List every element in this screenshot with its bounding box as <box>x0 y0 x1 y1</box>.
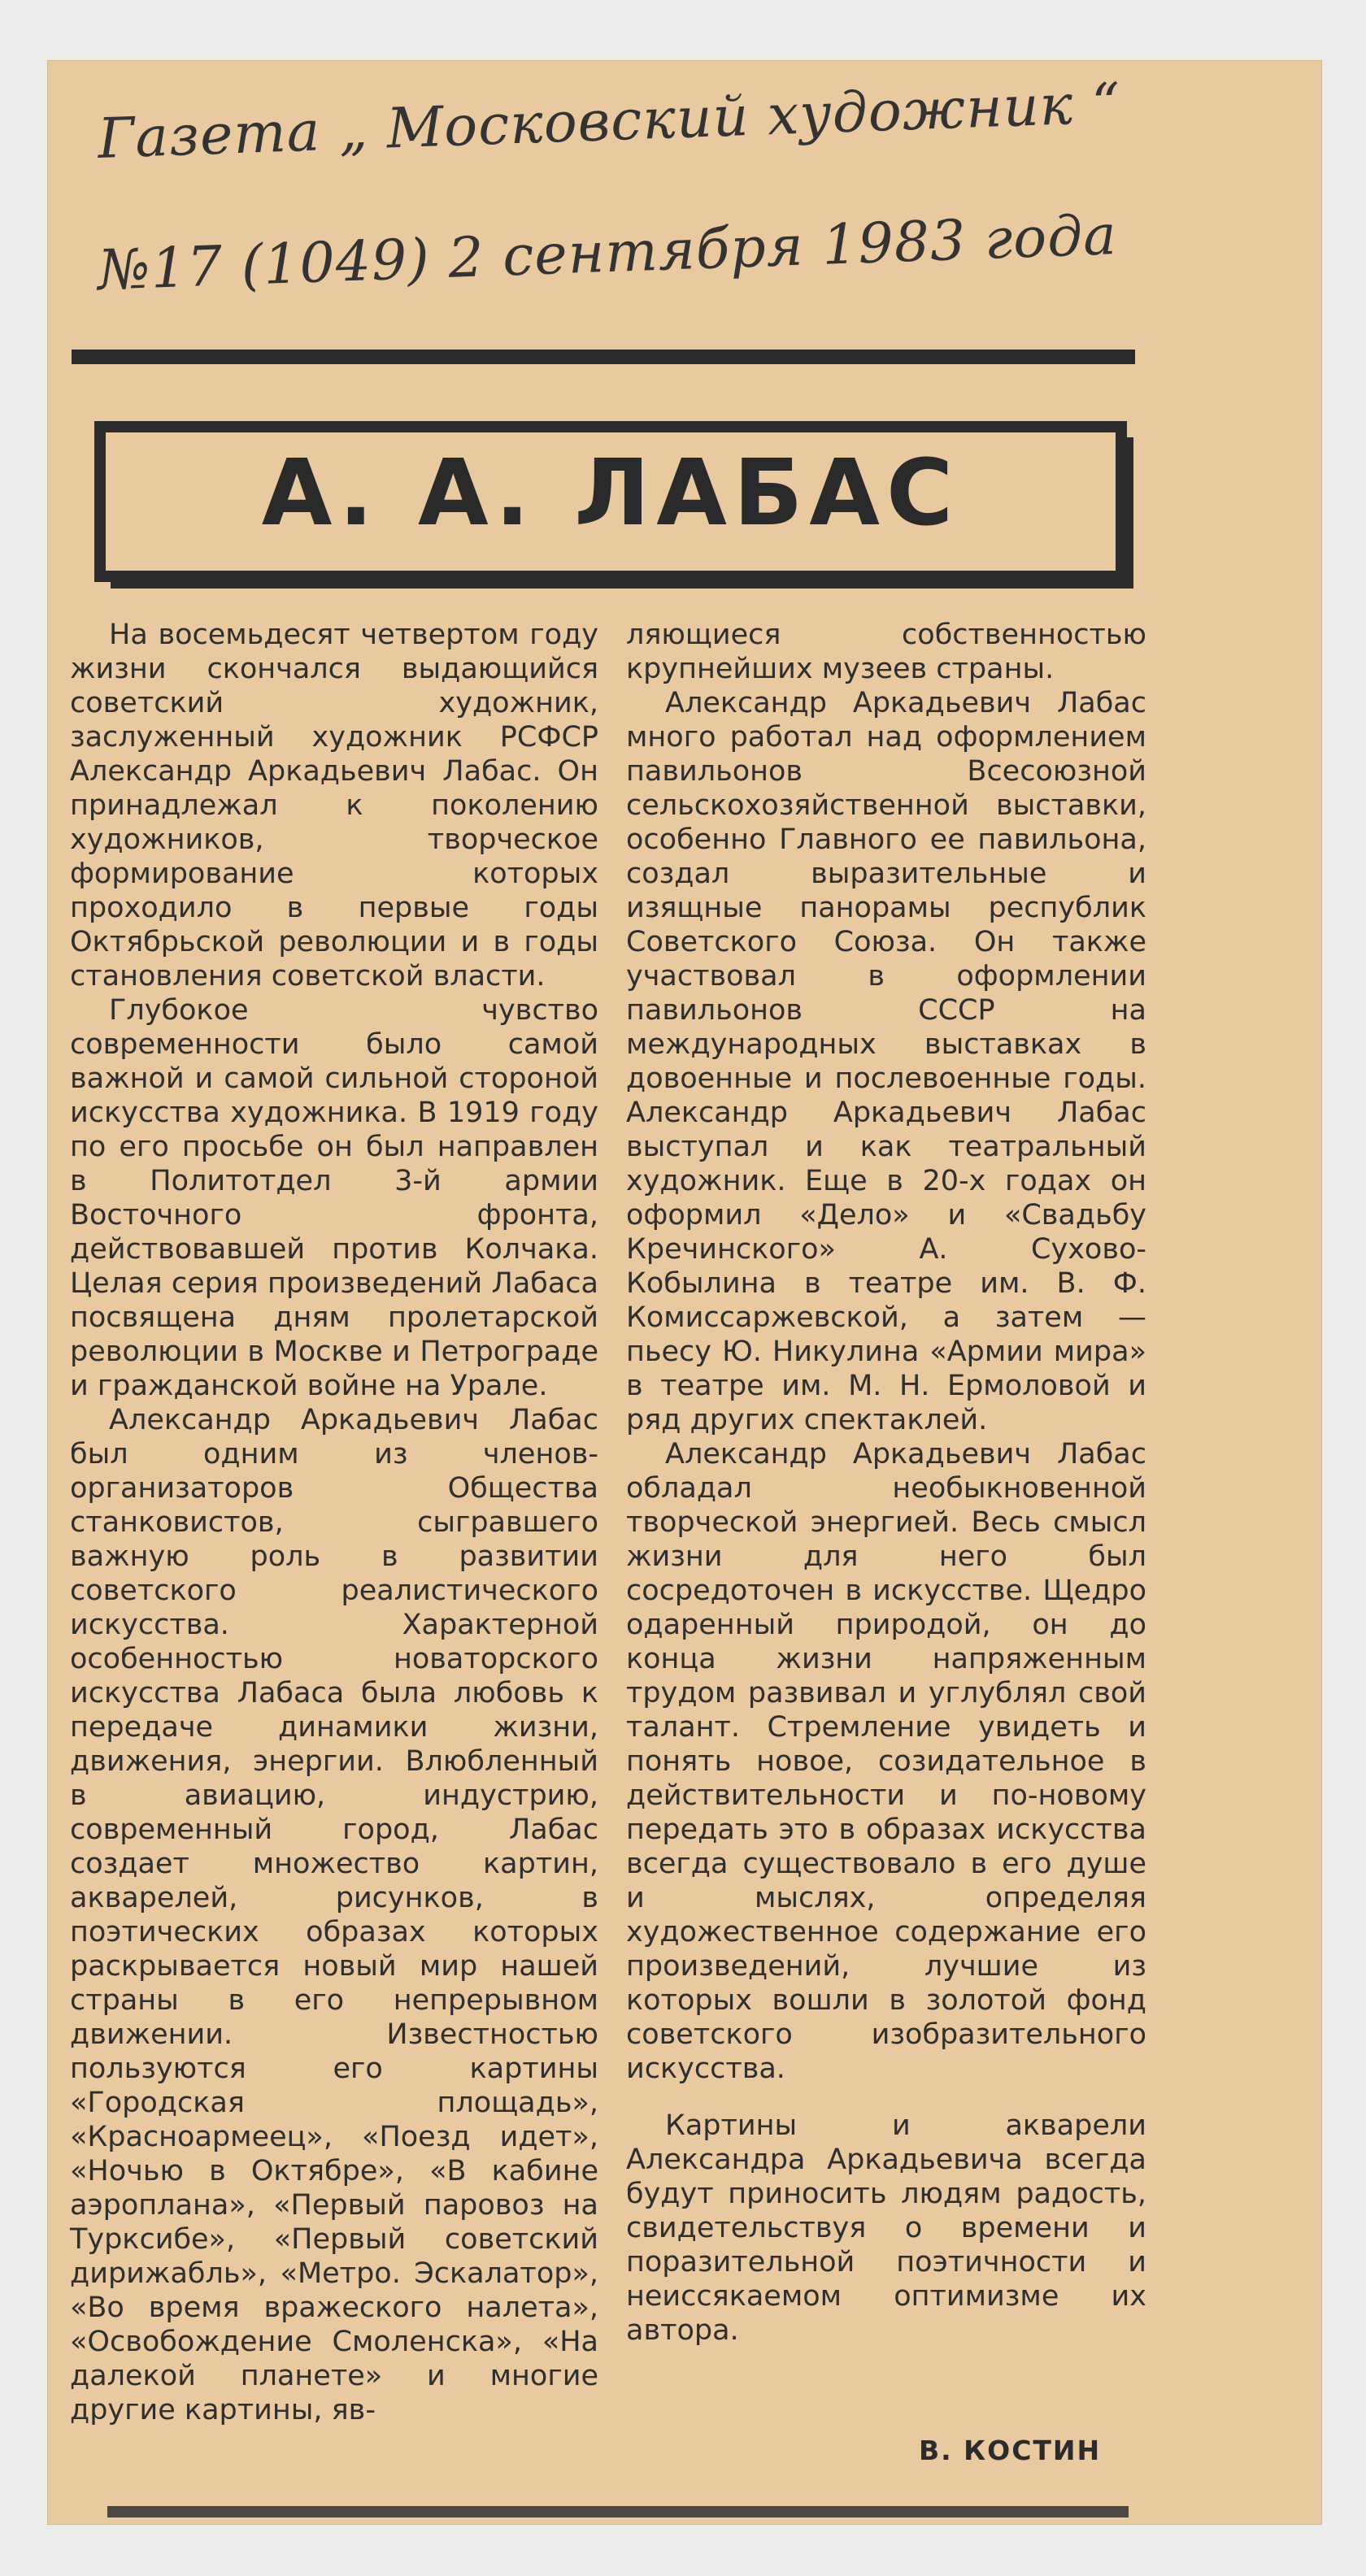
article-right-column <box>626 618 1146 2348</box>
article-left-column <box>70 618 598 2427</box>
top-divider <box>72 350 1135 364</box>
title-frame <box>94 421 1127 582</box>
article-paragraph: Александр Аркадьевич Лабас был одним из членов-организаторов Общества станковистов, сыгравшего важную роль в развитии советского реалистического искусства. Характерной особенностью новаторского искусства Лабаса была любовь к передаче динамики жизни, движения, энергии. Влюбленный в авиацию, индустрию, современный город, Лабас создает множество картин, акварелей, рисунков, в поэтических образах которых раскрывается новый мир нашей страны в его непрерывном движении. Известностью пользуются его картины «Городская площадь», «Красноармеец», «Поезд идет», «Ночью в Октябре», «В кабине аэроплана», «Первый паровоз на Турксибе», «Первый советский дирижабль», «Метро. Эскалатор», «Во время вражеского налета», «Освобождение Смоленска», «На далекой планете» и многие другие картины, яв- <box>70 1404 598 2426</box>
article-paragraph: ляющиеся собственностью крупнейших музеев страны. <box>626 619 1146 685</box>
article-author: В. КОСТИН <box>919 2435 1102 2466</box>
article-paragraph: Глубокое чувство современности было самой важной и самой сильной стороной искусства художника. В 1919 году по его просьбе он был направлен в Политотдел 3-й армии Восточного фронта, действовавшей против Колчака. Целая серия произведений Лабаса посвящена дням пролетарской революции в Москве и Петрограде и гражданской войне на Урале. <box>70 994 598 1402</box>
article-paragraph: На восемьдесят четвертом году жизни скончался выдающийся советский художник, заслуженный художник РСФСР Александр Аркадьевич Лабас. Он принадлежал к поколению художников, творческое формирование которых проходило в первые годы Октябрьской революции и в годы становления советской власти. <box>70 619 598 993</box>
handwritten-note-line-1: Газета „ Московский художник “ <box>97 72 1122 172</box>
bottom-divider <box>107 2506 1129 2517</box>
handwritten-note-line-2: №17 (1049) 2 сентября 1983 года <box>97 203 1119 303</box>
article-paragraph: Александр Аркадьевич Лабас много работал над оформлением павильонов Всесоюзной сельскохозяйственной выставки, особенно Главного ее павильона, создал выразительные и изящные панорамы республик Советского Союза. Он также участвовал в оформлении павильонов СССР на международных выставках в довоенные и послевоенные годы. Александр Аркадьевич Лабас выступал и как театральный художник. Еще в 20-х годах он оформил «Дело» и «Свадьбу Кречинского» А. Сухово-Кобылина в театре им. В. Ф. Комиссаржевской, а затем — пьесу Ю. Никулина «Армии мира» в театре им. М. Н. Ермоловой и ряд других спектаклей. <box>626 687 1146 1436</box>
article-paragraph: Александр Аркадьевич Лабас обладал необыкновенной творческой энергией. Весь смысл жизни для него был сосредоточен в искусстве. Щедро одаренный природой, он до конца жизни напряженным трудом развивал и углублял свой талант. Стремление увидеть и понять новое, созидательное в действительности и по-новому передать это в образах искусства всегда существовало в его душе и мыслях, определяя художественное содержание его произведений, лучшие из которых вошли в золотой фонд советского изобразительного искусства. <box>626 1438 1146 2085</box>
article-paragraph: Картины и акварели Александра Аркадьевича всегда будут приносить людям радость, свидетельствуя о времени и поразительной поэтичности и неиссякаемом оптимизме их автора. <box>626 2109 1146 2347</box>
article-title: А. А. ЛАБАС <box>261 441 960 546</box>
